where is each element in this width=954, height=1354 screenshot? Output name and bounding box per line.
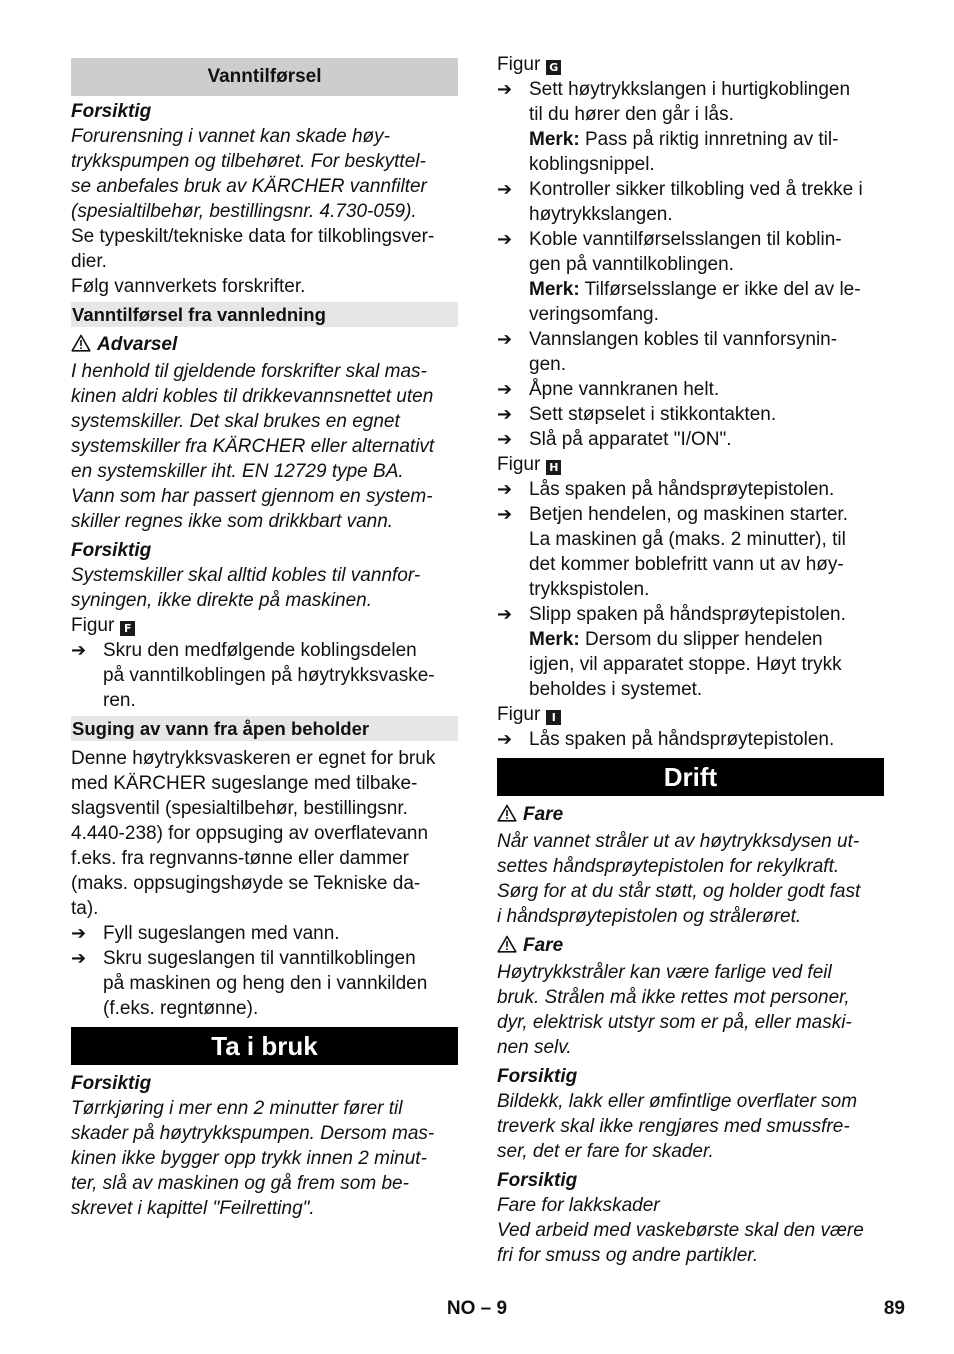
warning-text: I henhold til gjeldende forskrifter skal mas- kinen aldri kobles til drikkevannsnettet uten systemskiller. Det skal brukes en egnet systemskiller fra KÄRCHER eller alternativt en systemskiller iht. EN 12729 type BA. Vann som har passert gjennom en system- skiller regnes ikke som drikkbart vann.	[71, 361, 435, 532]
instruction-step: ➔ Vannslangen kobles til vannforsynin- gen.	[497, 329, 838, 375]
subheading-mains-water: Vanntilførsel fra vannledning	[71, 302, 458, 327]
arrow-right-icon: ➔	[497, 604, 513, 624]
caution-text: Tørrkjøring i mer enn 2 minutter fører til skader på høytrykkspumpen. Dersom mas- kinen ikke bygger opp trykk innen 2 minut- ter, slå av maskinen og gå frem som be- skrevet i kapittel "Feilretting".	[71, 1098, 435, 1219]
caution-label: Forsiktig	[71, 540, 152, 561]
arrow-right-icon: ➔	[497, 404, 513, 424]
instruction-step: ➔ Skru den medfølgende koblingsdelen på vanntilkoblingen på høytrykksvaske- ren.	[71, 640, 435, 711]
arrow-right-icon: ➔	[497, 79, 513, 99]
caution-text: Fare for lakkskader Ved arbeid med vaskebørste skal den være fri for smuss og andre partikler.	[497, 1195, 864, 1266]
danger-heading	[497, 802, 884, 829]
arrow-right-icon: ➔	[497, 429, 513, 449]
chapter-heading-operation: Drift	[497, 758, 884, 796]
caution-text: Bildekk, lakk eller ømfintlige overflater som treverk skal ikke rengjøres med smussfre- ser, det er fare for skader.	[497, 1091, 858, 1162]
arrow-right-icon: ➔	[497, 179, 513, 199]
arrow-right-icon: ➔	[497, 479, 513, 499]
instruction-step: ➔ Betjen hendelen, og maskinen starter. La maskinen gå (maks. 2 minutter), til det kommer boblefritt vann ut av høy- trykkspistolen.	[497, 504, 848, 600]
footer-section-number: NO – 9	[446, 1298, 508, 1319]
instruction-step: ➔ Koble vanntilførselsslangen til koblin- gen på vanntilkoblingen. Merk: Tilførselsslange er ikke del av le- veringsomfang.	[497, 227, 884, 327]
caution-text: Forurensning i vannet kan skade høy- trykkspumpen og tilbehøret. For beskyttel- se anbefales bruk av KÄRCHER vannfilter (spesialtilbehør, bestillingsnr. 4.730-059).	[71, 126, 427, 222]
footer-page-number: 89	[883, 1298, 905, 1319]
body-text: Se typeskilt/tekniske data for tilkoblingsver- dier. Følg vannverkets forskrifter.	[71, 226, 435, 297]
arrow-right-icon: ➔	[497, 329, 513, 349]
caution-label: Forsiktig	[71, 101, 152, 122]
figure-letter-badge: F	[120, 621, 135, 636]
right-column	[497, 52, 884, 1268]
arrow-right-icon: ➔	[497, 729, 513, 749]
warning-triangle-icon	[497, 935, 517, 960]
note: Merk: Tilførselsslange er ikke del av le-	[529, 279, 861, 300]
left-column	[71, 52, 458, 1221]
warning-label: Advarsel	[97, 334, 178, 355]
section-heading-water-supply: Vanntilførsel	[71, 58, 458, 96]
danger-text: Høytrykkstråler kan være farlige ved feil bruk. Strålen må ikke rettes mot personer, dyr, elektrisk utstyr som er på, eller maski- nen selv.	[497, 962, 852, 1058]
instruction-step: ➔ Fyll sugeslangen med vann.	[71, 923, 340, 944]
instruction-step: ➔ Åpne vannkranen helt.	[497, 379, 720, 400]
instruction-step: ➔ Sett støpselet i stikkontakten.	[497, 404, 777, 425]
caution-label: Forsiktig	[497, 1170, 578, 1191]
arrow-right-icon: ➔	[71, 923, 87, 943]
instruction-step: ➔ Slå på apparatet "I/ON".	[497, 429, 732, 450]
note: Merk: Dersom du slipper hendelen	[529, 629, 823, 650]
figure-reference-i: Figur I	[497, 702, 884, 727]
body-text: Denne høytrykksvaskeren er egnet for bruk med KÄRCHER sugeslange med tilbake- slagsventil (spesialtilbehør, bestillingsnr. 4.440-238) for oppsuging av overflatevann f.eks. fra regnvanns-tønne eller dammer (maks. oppsugingshøyde se Tekniske da- ta).	[71, 748, 436, 919]
instruction-step: ➔ Lås spaken på håndsprøytepistolen.	[497, 729, 835, 750]
caution-label: Forsiktig	[497, 1066, 578, 1087]
instruction-step: ➔ Slipp spaken på håndsprøytepistolen. Merk: Dersom du slipper hendelen igjen, vil apparatet stoppe. Høyt trykk beholdes i systemet.	[497, 602, 884, 702]
arrow-right-icon: ➔	[497, 229, 513, 249]
instruction-step: ➔ Lås spaken på håndsprøytepistolen.	[497, 479, 835, 500]
arrow-right-icon: ➔	[497, 504, 513, 524]
chapter-heading-start-up: Ta i bruk	[71, 1027, 458, 1065]
instruction-step: ➔ Skru sugeslangen til vanntilkoblingen på maskinen og heng den i vannkilden (f.eks. regntønne).	[71, 948, 428, 1019]
figure-letter-badge: G	[546, 60, 561, 75]
instruction-step: ➔ Kontroller sikker tilkobling ved å trekke i høytrykkslangen.	[497, 179, 863, 225]
caution-text: Systemskiller skal alltid kobles til vannfor- syningen, ikke direkte på maskinen.	[71, 565, 421, 611]
caution-label: Forsiktig	[71, 1073, 152, 1094]
warning-triangle-icon	[71, 334, 91, 359]
danger-label: Fare	[523, 804, 564, 825]
danger-text: Når vannet stråler ut av høytrykksdysen ut- settes håndsprøytepistolen for rekylkraft. Sørg for at du står støtt, og holder godt fast i håndsprøytepistolen og strålerøret.	[497, 831, 861, 927]
arrow-right-icon: ➔	[71, 640, 87, 660]
warning-heading	[71, 332, 458, 359]
instruction-step: ➔ Sett høytrykkslangen i hurtigkoblingen til du hører den går i lås. Merk: Pass på riktig innretning av til- koblingsnippel.	[497, 77, 884, 177]
figure-letter-badge: I	[546, 710, 561, 725]
subheading-suction: Suging av vann fra åpen beholder	[71, 716, 458, 741]
danger-label: Fare	[523, 935, 564, 956]
danger-heading	[497, 933, 884, 960]
figure-reference-h: Figur H	[497, 452, 884, 477]
arrow-right-icon: ➔	[497, 379, 513, 399]
figure-reference-g: Figur G	[497, 52, 884, 77]
arrow-right-icon: ➔	[71, 948, 87, 968]
warning-triangle-icon	[497, 804, 517, 829]
figure-letter-badge: H	[546, 460, 561, 475]
figure-reference-f: Figur F	[71, 613, 458, 638]
note: Merk: Pass på riktig innretning av til-	[529, 129, 839, 150]
